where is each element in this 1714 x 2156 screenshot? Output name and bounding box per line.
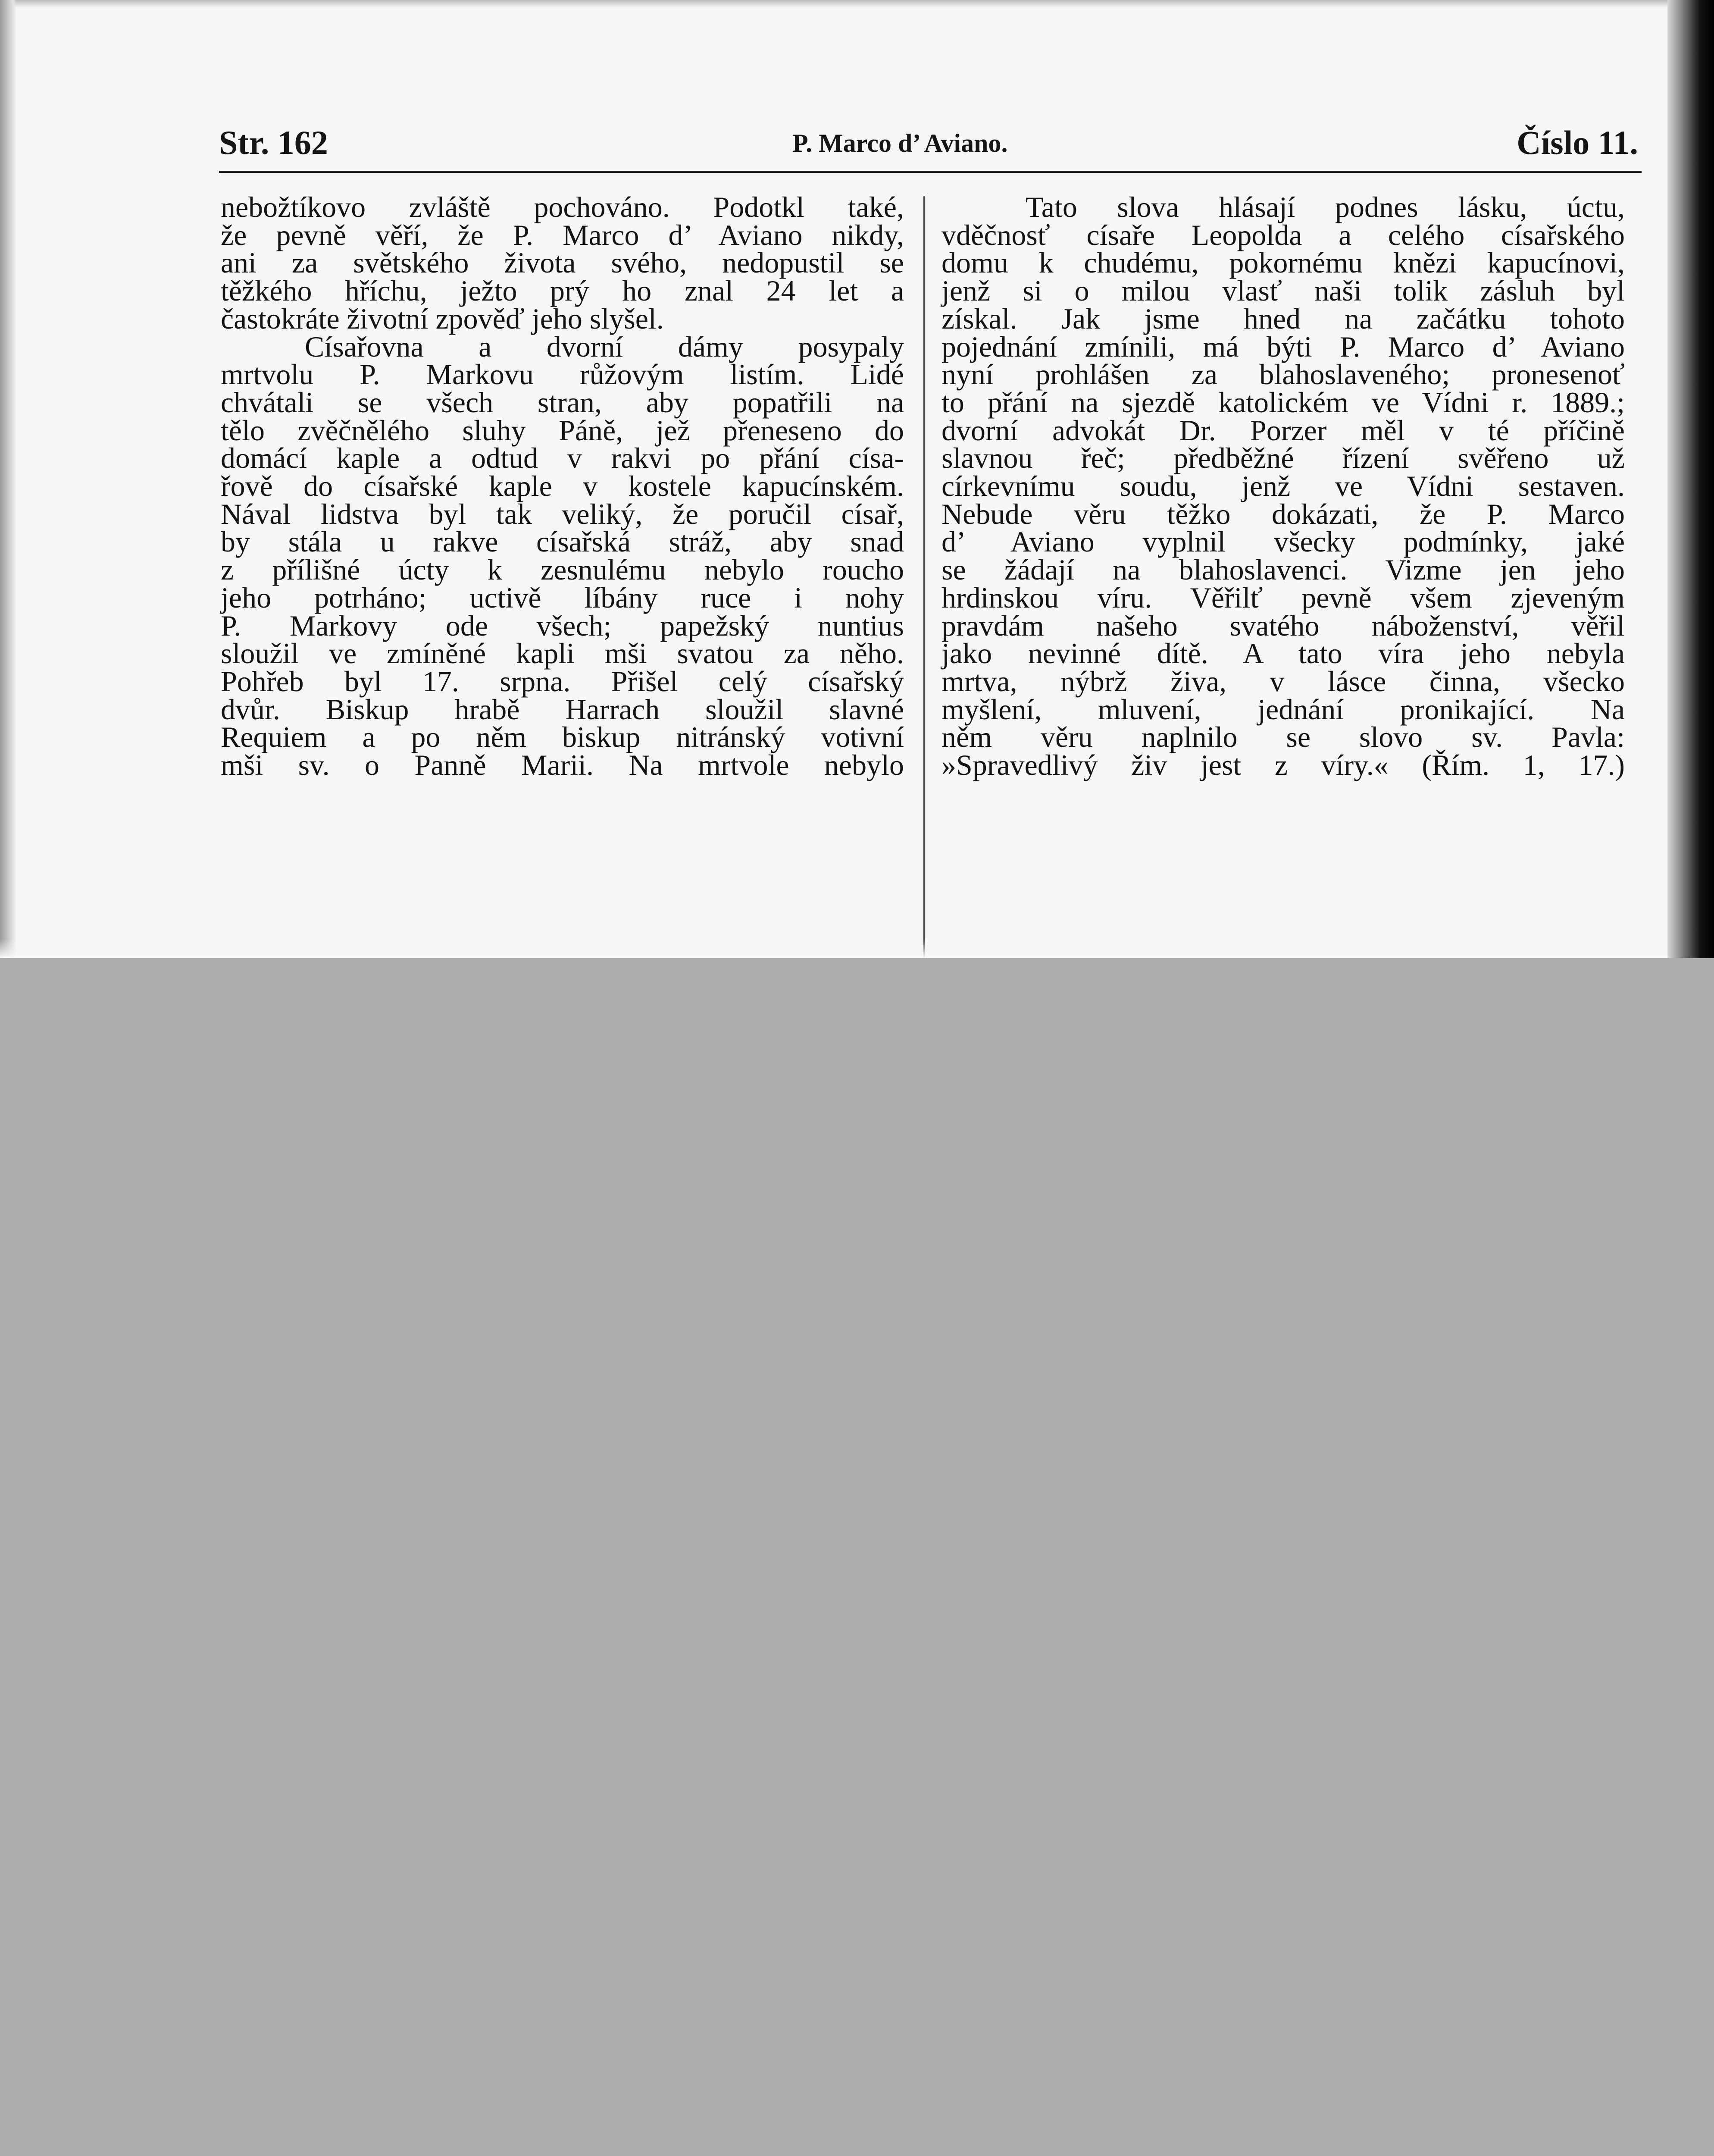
text-line: mši sv. o Panně Marii. Na mrtvole nebylo	[221, 749, 904, 782]
text-line: že pevně věří, že P. Marco d’ Aviano nikdy,	[221, 218, 904, 251]
text-line: pojednání zmínili, má býti P. Marco d’ Aviano	[941, 330, 1625, 363]
running-title: P. Marco d’ Aviano.	[792, 129, 1008, 157]
text-line: sloužil ve zmíněné kapli mši svatou za něho.	[221, 637, 904, 670]
text-line: dvorní advokát Dr. Porzer měl v té příčině	[941, 414, 1625, 447]
cropped-line-remnant	[0, 939, 1714, 958]
text-line: nebožtíkovo zvláště pochováno. Podotkl také,	[221, 191, 904, 223]
text-line: Pohřeb byl 17. srpna. Přišel celý císařský	[221, 664, 904, 698]
text-line: to přání na sjezdě katolickém ve Vídni r. 1889.;	[941, 385, 1625, 419]
text-line: myšlení, mluvení, jednání pronikající. Na	[941, 693, 1625, 726]
text-line: nyní prohlášen za blahoslaveného; pronesenoť	[941, 358, 1625, 391]
text-line: z přílišné úcty k zesnulému nebylo roucho	[221, 553, 904, 586]
text-line: ani za světského života svého, nedopustil se	[221, 246, 904, 279]
scan-edge-right	[1667, 0, 1714, 958]
column-divider	[923, 196, 925, 958]
text-line: P. Markovy ode všech; papežský nuntius	[221, 609, 904, 642]
grey-fill-area	[0, 958, 1714, 2156]
text-line: dvůr. Biskup hrabě Harrach sloužil slavné	[221, 693, 904, 726]
text-line: domu k chudému, pokornému knězi kapucínovi,	[941, 246, 1625, 279]
scan-edge-top	[0, 0, 1714, 8]
right-column	[941, 191, 1625, 782]
text-line: Císařovna a dvorní dámy posypaly	[305, 330, 904, 363]
text-line: tělo zvěčnělého sluhy Páně, jež přeneseno do	[221, 414, 904, 447]
text-line: mrtvolu P. Markovu růžovým listím. Lidé	[221, 358, 904, 391]
text-line: pravdám našeho svatého náboženství, věřil	[941, 609, 1625, 642]
text-line: jako nevinné dítě. A tato víra jeho nebyla	[941, 637, 1625, 670]
text-line: získal. Jak jsme hned na začátku tohoto	[941, 302, 1625, 335]
text-line: vděčnosť císaře Leopolda a celého císařského	[941, 218, 1625, 251]
page-number: Str. 162	[219, 124, 328, 161]
text-line: mrtva, nýbrž živa, v lásce činna, všecko	[941, 664, 1625, 698]
text-line: Requiem a po něm biskup nitránský votivní	[221, 721, 904, 754]
issue-number: Číslo 11.	[1517, 124, 1638, 161]
text-line: domácí kaple a odtud v rakvi po přání císa-	[221, 442, 904, 475]
text-line: by stála u rakve císařská stráž, aby snad	[221, 525, 904, 558]
text-line: jenž si o milou vlasť naši tolik zásluh byl	[941, 274, 1625, 307]
text-line: řově do císařské kaple v kostele kapucínském.	[221, 470, 904, 503]
text-line: chvátali se všech stran, aby popatřili na	[221, 385, 904, 419]
text-line: těžkého hříchu, ježto prý ho znal 24 let a	[221, 274, 904, 307]
text-line: »Spravedlivý živ jest z víry.« (Řím. 1, 17.)	[941, 749, 1625, 782]
scanned-page	[0, 0, 1714, 958]
scan-edge-left	[0, 0, 16, 958]
text-line: církevnímu soudu, jenž ve Vídni sestaven.	[941, 470, 1625, 503]
text-line: se žádají na blahoslavenci. Vizme jen jeho	[941, 553, 1625, 586]
text-line: d’ Aviano vyplnil všecky podmínky, jaké	[941, 525, 1625, 558]
text-line: jeho potrháno; uctivě líbány ruce i nohy	[221, 581, 904, 614]
text-line: slavnou řeč; předběžné řízení svěřeno už	[941, 442, 1625, 475]
text-line: Nával lidstva byl tak veliký, že poručil císař,	[221, 497, 904, 530]
text-line: častokráte životní zpověď jeho slyšel.	[221, 302, 664, 335]
left-column	[221, 191, 904, 782]
text-line: hrdinskou víru. Věřilť pevně všem zjeveným	[941, 581, 1625, 614]
text-line: Nebude věru těžko dokázati, že P. Marco	[941, 497, 1625, 530]
running-head	[219, 123, 1642, 173]
text-line: Tato slova hlásají podnes lásku, úctu,	[1026, 191, 1625, 223]
text-line: něm věru naplnilo se slovo sv. Pavla:	[941, 721, 1625, 754]
